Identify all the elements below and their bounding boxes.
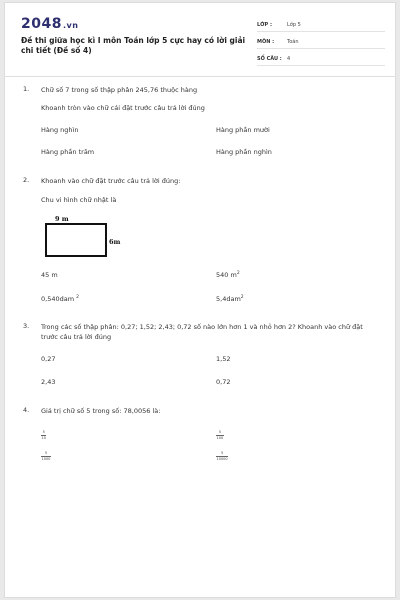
question-4-option-b[interactable]: [216, 427, 400, 440]
question-1-instruction: Khoanh tròn vào chữ cái đặt trước câu trả lời đúng: [41, 104, 205, 112]
meta-row-count: [257, 53, 385, 66]
site-logo[interactable]: [21, 16, 78, 32]
fraction: [41, 431, 46, 440]
fraction-denominator: 10: [41, 435, 46, 440]
document-title: Đề thi giữa học kì I môn Toán lớp 5 cực hay có lời giải chi tiết (Đề số 4): [21, 36, 246, 55]
question-2-option-b[interactable]: [216, 271, 400, 279]
question-number: 4.: [23, 406, 30, 414]
option-superscript: 2: [76, 295, 79, 300]
fraction-numerator: 5: [220, 451, 224, 455]
rectangle-width-label: 6m: [109, 238, 121, 246]
fraction-denominator: 100: [216, 435, 224, 440]
fraction-denominator: 1000: [41, 456, 51, 461]
option-text: 540 m: [216, 271, 237, 279]
question-1-option-c[interactable]: Hàng phần trăm: [41, 148, 95, 156]
question-3-option-a[interactable]: 0,27: [41, 355, 56, 363]
fraction-numerator: 5: [44, 451, 48, 455]
fraction: [41, 452, 51, 461]
question-text: Trong các số thập phân: 0,27; 1,52; 2,43; 0,72 số nào lớn hơn 1 và nhỏ hơn 2? Khoanh vào chữ đặt trước câu trả lời đúng: [41, 323, 363, 341]
fraction: [216, 452, 228, 461]
question-2-instruction: Chu vi hình chữ nhật là: [41, 196, 117, 204]
document-page: [4, 2, 396, 598]
question-3-option-d[interactable]: 0,72: [216, 378, 231, 386]
meta-label: SỐ CÂU :: [257, 56, 282, 62]
question-text: Giá trị chữ số 5 trong số: 78,0056 là:: [41, 407, 161, 415]
rectangle-shape: [45, 223, 107, 257]
question-number: 3.: [23, 322, 30, 330]
meta-row-class: [257, 19, 385, 32]
question-1-option-b[interactable]: Hàng phần mười: [216, 126, 270, 134]
fraction-numerator: 5: [42, 430, 45, 434]
question-1-option-d[interactable]: Hàng phần nghìn: [216, 148, 272, 156]
question-3-option-c[interactable]: 2,43: [41, 378, 56, 386]
logo-suffix: .vn: [62, 21, 79, 30]
rectangle-length-label: 9 m: [55, 215, 69, 223]
question-4-option-d[interactable]: [216, 448, 400, 461]
fraction-numerator: 5: [218, 430, 221, 434]
question-text: Chữ số 7 trong số thập phân 245,76 thuộc hàng: [41, 86, 198, 94]
question-1-option-a[interactable]: Hàng nghìn: [41, 126, 79, 134]
question-number: 2.: [23, 176, 30, 184]
fraction: [216, 431, 224, 440]
option-text: 0,540dam: [41, 295, 77, 303]
meta-value: Toán: [287, 39, 299, 45]
question-number: 1.: [23, 85, 30, 93]
question-3-option-b[interactable]: 1,52: [216, 355, 231, 363]
document-header: [5, 3, 395, 77]
option-superscript: 2: [236, 271, 240, 276]
logo-text: 2048: [21, 16, 62, 32]
option-superscript: 2: [240, 295, 244, 300]
meta-value: 4: [287, 56, 291, 62]
fraction-denominator: 10000: [216, 456, 228, 461]
meta-label: LỚP :: [257, 22, 272, 28]
meta-info: [257, 19, 385, 70]
rectangle-figure: [45, 215, 135, 261]
question-2-option-d[interactable]: [216, 295, 400, 303]
meta-row-subject: [257, 36, 385, 49]
meta-label: MÔN :: [257, 39, 275, 45]
question-text: Khoanh vào chữ đặt trước câu trả lời đúng:: [41, 177, 181, 185]
option-text: 45 m: [41, 271, 58, 279]
meta-value: Lớp 5: [287, 22, 301, 28]
option-text: 5,4dam: [216, 295, 241, 303]
